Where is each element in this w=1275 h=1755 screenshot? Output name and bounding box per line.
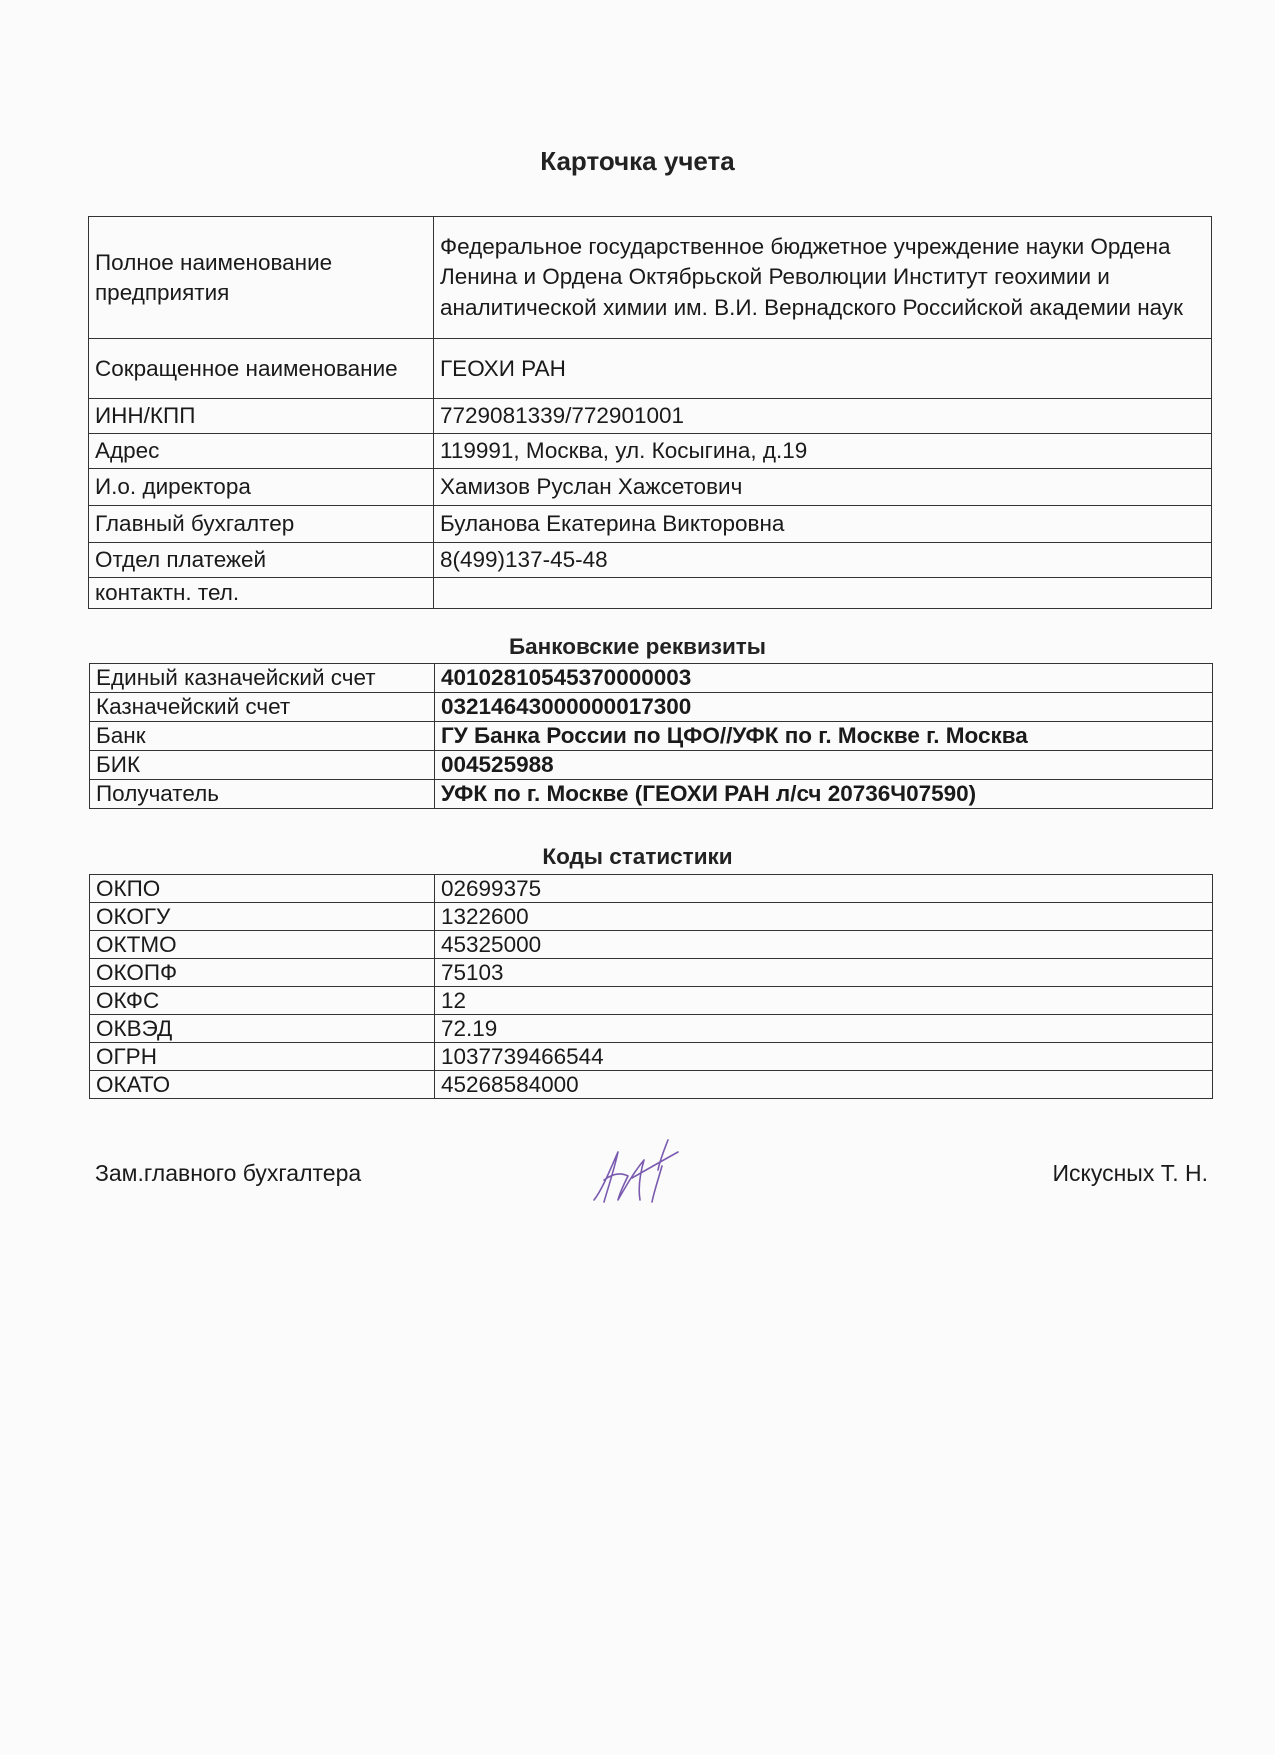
table-row	[89, 506, 1212, 543]
label-cell: БИК	[90, 751, 435, 780]
table-row	[90, 751, 1213, 780]
label-cell: Единый казначейский счет	[90, 664, 435, 693]
value-cell: 004525988	[435, 751, 1213, 780]
table-row	[89, 434, 1212, 469]
value-cell: 45268584000	[435, 1071, 1213, 1099]
value-cell: Буланова Екатерина Викторовна	[434, 506, 1212, 543]
value-cell: 02699375	[435, 875, 1213, 903]
value-cell: 45325000	[435, 931, 1213, 959]
table-row	[90, 722, 1213, 751]
label-cell: ИНН/КПП	[89, 399, 434, 434]
handwritten-signature	[588, 1130, 698, 1210]
table-row	[90, 1015, 1213, 1043]
label-cell: Полное наименование предприятия	[89, 217, 434, 339]
table-row	[89, 339, 1212, 399]
value-cell: ГУ Банка России по ЦФО//УФК по г. Москве г. Москва	[435, 722, 1213, 751]
table-row	[90, 780, 1213, 809]
label-cell: Сокращенное наименование	[89, 339, 434, 399]
value-cell: 72.19	[435, 1015, 1213, 1043]
table-row	[89, 578, 1212, 609]
document-title: Карточка учета	[540, 146, 735, 176]
table-row	[90, 931, 1213, 959]
label-cell: ОКОПФ	[90, 959, 435, 987]
label-cell: ОГРН	[90, 1043, 435, 1071]
table-row	[90, 875, 1213, 903]
label-cell: Банк	[90, 722, 435, 751]
table-row	[89, 399, 1212, 434]
signatory-name: Искусных Т. Н.	[1052, 1160, 1208, 1186]
table-row	[90, 987, 1213, 1015]
value-cell: 03214643000000017300	[435, 693, 1213, 722]
label-cell: Отдел платежей	[89, 543, 434, 578]
statistics-codes-heading: Коды статистики	[542, 844, 733, 869]
label-cell: ОКПО	[90, 875, 435, 903]
value-cell: 8(499)137-45-48	[434, 543, 1212, 578]
bank-details-table	[89, 663, 1213, 809]
table-row	[90, 903, 1213, 931]
value-cell: Хамизов Руслан Хажсетович	[434, 469, 1212, 506]
value-cell: 1037739466544	[435, 1043, 1213, 1071]
table-row	[90, 664, 1213, 693]
table-row	[89, 543, 1212, 578]
company-info-table	[88, 216, 1212, 609]
value-cell: 119991, Москва, ул. Косыгина, д.19	[434, 434, 1212, 469]
label-cell: ОКФС	[90, 987, 435, 1015]
table-row	[90, 1043, 1213, 1071]
table-row	[90, 1071, 1213, 1099]
label-cell: ОКАТО	[90, 1071, 435, 1099]
value-cell	[434, 578, 1212, 609]
table-row	[89, 469, 1212, 506]
label-cell: Главный бухгалтер	[89, 506, 434, 543]
label-cell: Получатель	[90, 780, 435, 809]
label-cell: ОКВЭД	[90, 1015, 435, 1043]
label-cell: Казначейский счет	[90, 693, 435, 722]
value-cell: 12	[435, 987, 1213, 1015]
value-cell: ГЕОХИ РАН	[434, 339, 1212, 399]
table-row	[90, 959, 1213, 987]
label-cell: ОКТМО	[90, 931, 435, 959]
table-row	[89, 217, 1212, 339]
label-cell: ОКОГУ	[90, 903, 435, 931]
label-cell: И.о. директора	[89, 469, 434, 506]
label-cell: контактн. тел.	[89, 578, 434, 609]
bank-details-heading: Банковские реквизиты	[508, 634, 767, 659]
signatory-position: Зам.главного бухгалтера	[95, 1160, 362, 1186]
value-cell: 75103	[435, 959, 1213, 987]
value-cell: УФК по г. Москве (ГЕОХИ РАН л/сч 20736Ч07590)	[435, 780, 1213, 809]
value-cell: 1322600	[435, 903, 1213, 931]
value-cell: 40102810545370000003	[435, 664, 1213, 693]
value-cell: Федеральное государственное бюджетное учреждение науки Ордена Ленина и Ордена Октябрьской Революции Институт геохимии и аналитической химии им. В.И. Вернадского Российской академии наук	[434, 217, 1212, 339]
table-row	[90, 693, 1213, 722]
value-cell: 7729081339/772901001	[434, 399, 1212, 434]
statistics-codes-table	[89, 874, 1213, 1099]
label-cell: Адрес	[89, 434, 434, 469]
